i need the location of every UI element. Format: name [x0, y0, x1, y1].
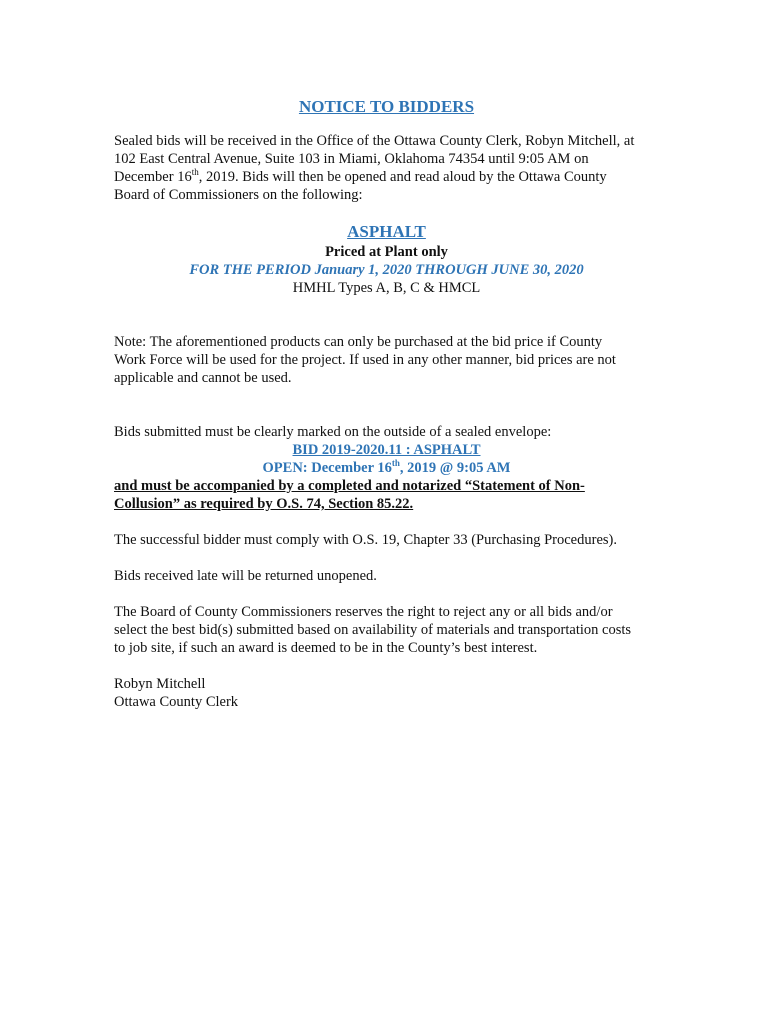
collusion-line: and must be accompanied by a completed and notarized “Statement of Non- — [114, 478, 585, 494]
late-bids-text: Bids received late will be returned unopened. — [114, 568, 377, 584]
signatory-role: Ottawa County Clerk — [114, 694, 239, 710]
reserve-paragraph — [114, 603, 659, 657]
note-line: applicable and cannot be used. — [114, 370, 292, 386]
intro-line — [114, 168, 659, 186]
page-title: NOTICE TO BIDDERS — [298, 97, 475, 116]
collusion-line: Collusion” as required by O.S. 74, Section 85.22. — [114, 496, 414, 512]
product-period: FOR THE PERIOD January 1, 2020 THROUGH JUNE 30, 2020 — [189, 262, 584, 278]
ordinal-suffix: th — [391, 458, 400, 469]
ordinal-suffix: th — [191, 167, 199, 178]
bid-instruction: Bids submitted must be clearly marked on the outside of a sealed envelope: — [114, 424, 552, 440]
product-pricing: Priced at Plant only — [325, 244, 448, 260]
notice-body — [114, 96, 659, 711]
intro-date-rest: , 2019. Bids will then be opened and read aloud by the Ottawa County — [198, 169, 607, 185]
open-date-rest: , 2019 @ 9:05 AM — [399, 460, 511, 476]
intro-date-text: December 16 — [114, 169, 192, 185]
intro-line: 102 East Central Avenue, Suite 103 in Miami, Oklahoma 74354 until 9:05 AM on — [114, 151, 589, 167]
reserve-line: select the best bid(s) submitted based on availability of materials and transportation costs — [114, 622, 632, 638]
intro-line: Board of Commissioners on the following: — [114, 187, 363, 203]
note-line: Work Force will be used for the project. If used in any other manner, bid prices are not — [114, 352, 616, 368]
note-line: Note: The aforementioned products can only be purchased at the bid price if County — [114, 334, 603, 350]
reserve-line: The Board of County Commissioners reserves the right to reject any or all bids and/or — [114, 604, 613, 620]
reserve-line: to job site, if such an award is deemed to be in the County’s best interest. — [114, 640, 538, 656]
compliance-text: The successful bidder must comply with O.S. 19, Chapter 33 (Purchasing Procedures). — [114, 532, 617, 548]
product-block — [114, 221, 659, 297]
open-date-text: OPEN: December 16 — [262, 460, 392, 476]
intro-paragraph — [114, 132, 659, 204]
product-name: ASPHALT — [347, 222, 426, 241]
product-types: HMHL Types A, B, C & HMCL — [292, 280, 481, 296]
signatory-name: Robyn Mitchell — [114, 676, 206, 692]
note-paragraph — [114, 333, 659, 387]
bid-open-date — [114, 459, 659, 477]
bid-label: BID 2019-2020.11 : ASPHALT — [292, 442, 481, 458]
bid-block — [114, 423, 659, 513]
signature-block — [114, 675, 659, 711]
intro-line: Sealed bids will be received in the Office of the Ottawa County Clerk, Robyn Mitchell, at — [114, 133, 635, 149]
